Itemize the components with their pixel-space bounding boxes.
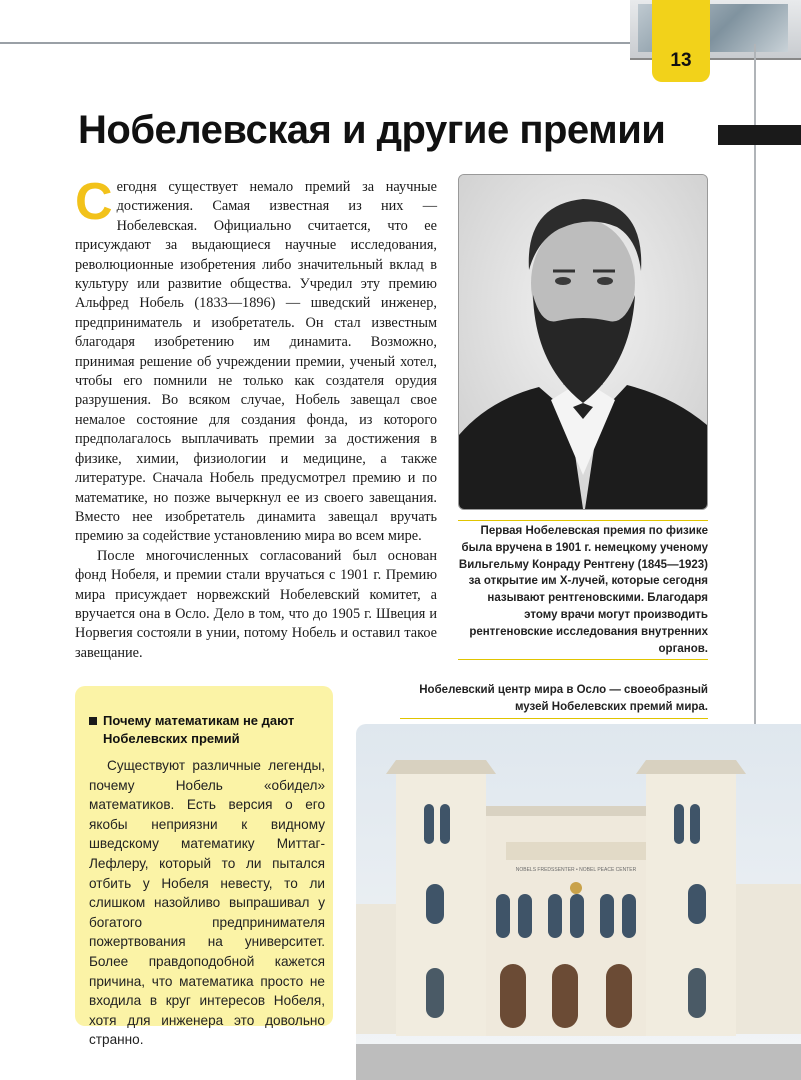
sidebar-paragraph: Существуют различные легенды, почему Нобель «обидел» математиков. Есть версия о его якобы неприязни к видному шведскому математику Миттаг-Лефлеру, который то ли пытался отбить у Нобеля невесту, то ли слишком назойливо выпрашивал у богатого предпринимателя пожертвования на университет. Более правдоподобной кажется причина, что математика просто не входила в круг интересов Нобеля, хотя для инженера это довольно странно. [89, 758, 325, 1048]
portrait-caption: Первая Нобелевская премия по физике была вручена в 1901 г. немецкому ученому Вильгельму Конраду Рентгену (1845—1923) за открытие им Х-лучей, которые сегодня называют рентгеновскими. Благодаря этому врачи могут производить рентгеновские исследования внутренних органов. [458, 520, 708, 660]
nobel-peace-center-photo [356, 724, 801, 1080]
title-bar-decoration [718, 125, 801, 145]
article-paragraph-2: После многочисленных согласований был основан фонд Нобеля, и премии стали вручаться с 1901 г. Премию мира присуждает норвежский Нобелевский комитет, а вручается она в Осло. Дело в том, что до 1905 г. Швеция и Норвегия состояли в унии, потому Нобель и оставил такое завещание. [75, 547, 437, 661]
square-bullet-icon [89, 717, 97, 725]
sidebar-heading [89, 712, 325, 748]
sidebar-heading-line-1: Почему математикам не дают [103, 713, 295, 728]
building-caption: Нобелевский центр мира в Осло — своеобразный музей Нобелевских премий мира. [400, 682, 708, 719]
drop-cap: С [75, 173, 113, 231]
sidebar-heading-line-2: Нобелевских премий [103, 731, 240, 746]
math-sidebar-box [75, 686, 333, 1048]
page-title: Нобелевская и другие премии [78, 108, 666, 152]
building-sign-text: NOBELS FREDSSENTER • NOBEL PEACE CENTER [515, 867, 637, 873]
roentgen-portrait-photo [458, 174, 708, 510]
building-illustration [356, 724, 801, 1080]
article-paragraph-1 [75, 173, 437, 547]
article-paragraph-1-text: егодня существует немало премий за научные достижения. Самая известная из них — Нобелевская. Официально считается, что ее присуждают за выдающиеся научные исследования, революционные изобретения либо значительный вклад в культуру или развитие общества. Учредил эту премию Альфред Нобель (1833—1896) — шведский инженер, предприниматель и изобретатель. Он стал известным благодаря изобретению им динамита. Возможно, принимая решение об учреждении премии, ученый хотел, чтобы его помнили не только как создателя орудия разрушения. Во всяком случае, Нобель завещал свое немалое состояние для создания фонда, из которого предполагалось выплачивать премии за достижения в физике, химии, физиологии и медицине, а также литературе. Сначала Нобель предусмотрел премию и по математике, но позже вычеркнул ее из своего завещания. Вместо нее изобретатель динамита завещал вручать премию за содействие установлению мира во всем мире. [75, 179, 437, 545]
header-rule [0, 42, 640, 44]
page-number: 13 [652, 0, 710, 82]
sidebar-text [89, 756, 325, 1050]
portrait-illustration [459, 175, 707, 509]
article-body [75, 173, 437, 663]
